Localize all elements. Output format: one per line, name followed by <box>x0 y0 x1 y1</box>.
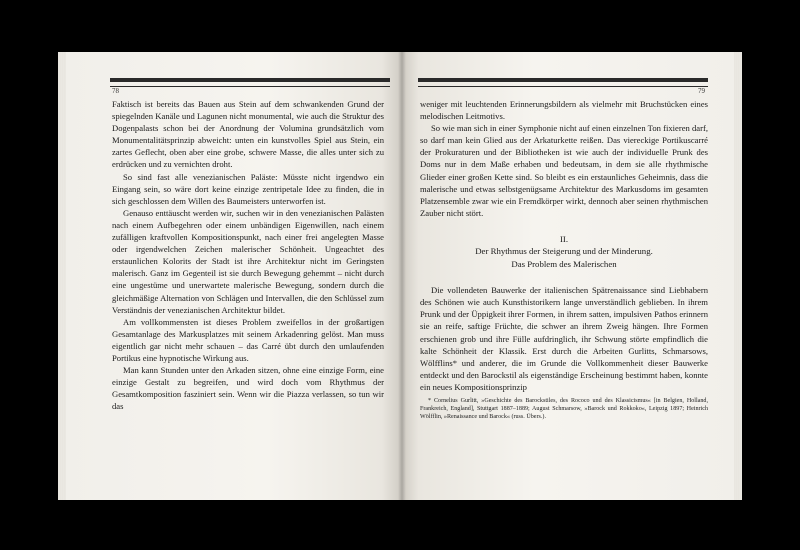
header-rule-thick <box>418 78 708 82</box>
paragraph: Genauso enttäuscht werden wir, suchen wir in den venezianischen Palästen nach einem Aufbegehren oder einem unbändigen Eigenwillen, nach einem zufälligen kraftvollen Kompositionspunkt, nach einer frei angelegten Masse oder irgendwelchen Zeichen malerischer Schönheit. Ungeachtet des erstaunlichen Kolorits der Stadt ist ihre Architektur nicht im Geringsten malerisch. Ganz im Gegenteil ist sie durch Bewegung gehemmt – nicht durch eine ungestüme und unerwartete malerische Bewegung, sondern durch die gleichmäßige Alternation von Schlägen und Intervallen, die den Schlüssel zum Verständnis der venezianischen Architektur bildet. <box>112 207 384 315</box>
section-title-line-2: Das Problem des Malerischen <box>511 258 617 269</box>
header-rule-thick <box>110 78 390 82</box>
paragraph: Am vollkommensten ist dieses Problem zweifellos in der großartigen Gesamtanlage des Markusplatzes mit seinem Arkadenring gelöst. Man muss eigentlich gar nicht mehr schauen – das Carré übt durch den umlaufenden Portikus eine hypnotische Wirkung aus. <box>112 316 384 363</box>
page-number-right: 79 <box>698 87 705 95</box>
paragraph: So wie man sich in einer Symphonie nicht auf einen einzelnen Ton fixieren darf, so darf man kein Glied aus der Arkaturkette reißen. Das viereckige Portikuscarré der Prokuraturen und der Bibliotheken ist wie auch der individuelle Prunk des Doms nur in dem Maße erhaben und bedeutsam, in dem sie alle rhythmische Glieder einer großen Kette sind. So bleibt es ein erstaunliches Geheimnis, dass die malerische und etwas selbstgenügsame Architektur des Markusdoms im gesamten Platzensemble zwar wie ein Fremdkörper wirkt, dennoch aber seinen rhythmischen Zauber nicht stört. <box>420 123 708 218</box>
header-rule-thin <box>110 86 390 87</box>
header-rule-thin <box>418 86 708 87</box>
right-page <box>402 52 734 500</box>
paragraph: Man kann Stunden unter den Arkaden sitzen, ohne eine einzige Form, eine einzige Gestalt zu begreifen, und wird doch vom Rhythmus der Gesamtkomposition fasziniert sein. Wenn wir die Piazza verlassen, so tun wir das <box>112 365 384 412</box>
paragraph: So sind fast alle venezianischen Paläste: Müsste nicht irgendwo ein Eingang sein, so wäre dort keine einzige zentripetale Idee zu finden, die in sich geschlossen dem Willen des Baumeisters unterworfen ist. <box>112 171 384 206</box>
paragraph: Faktisch ist bereits das Bauen aus Stein auf dem schwankenden Grund der spiegelnden Kanäle und Lagunen nicht monumental, wie auch die Struktur des Dogenpalasts schon bei der Anordnung der Volumina grundsätzlich vom Monumentalitätsprinzip abweicht: unten ein kunstvolles Spiel aus Stein, ein zartes Geflecht, oben aber eine grobe, schwere Masse, die alles unter sich zu erdrücken und zu vernichten droht. <box>112 99 384 170</box>
left-page <box>66 52 402 500</box>
section-heading <box>420 233 708 270</box>
footnote <box>420 397 708 422</box>
section-title-line-1: Der Rhythmus der Steigerung und der Minderung. <box>475 246 653 257</box>
footnote-text: * Cornelius Gurlitt, »Geschichte des Barockstiles, des Rococo und des Klassicismus« [in Belgien, Holland, Frankreich, England], Stuttgart 1887–1889; August Schmarsow, »Barock und Rokkoko«, Leipzig 1897; Heinrich Wölfflin, »Renaissance und Barock« (russ. Übers.). <box>420 398 708 421</box>
paragraph: weniger mit leuchtenden Erinnerungsbildern als vielmehr mit Bruchstücken eines melodischen Leitmotivs. <box>420 99 708 122</box>
section-number: II. <box>559 233 569 244</box>
paragraph: Die vollendeten Bauwerke der italienischen Spätrenaissance sind Liebhabern des Schönen wie auch Kunsthistorikern lange unverständlich geblieben. In ihrem Prunk und der Üppigkeit ihrer Formen, in ihrem satten, impulsiven Pathos erinnern sie an reife, saftige Früchte, die schwer an ihrem Zweig hängen. Ihre Formen erschienen grob und ihre Fülle aufdringlich, ihr Schwung störte empfindlich die kalte Schönheit der Klassik. Erst durch die Arbeiten Gurlitts, Schmarsows, Wölfflins* und anderer, die im Grunde die Vollkommenheit dieser Bauwerke entdeckt und den Barockstil als eigenständige Erscheinung bestimmt haben, konnte ein neues Kompositionsprinzip <box>420 285 708 392</box>
book-gutter <box>398 52 406 500</box>
left-page-body <box>112 98 384 412</box>
right-page-body <box>420 98 708 422</box>
page-number-left: 78 <box>112 87 119 95</box>
